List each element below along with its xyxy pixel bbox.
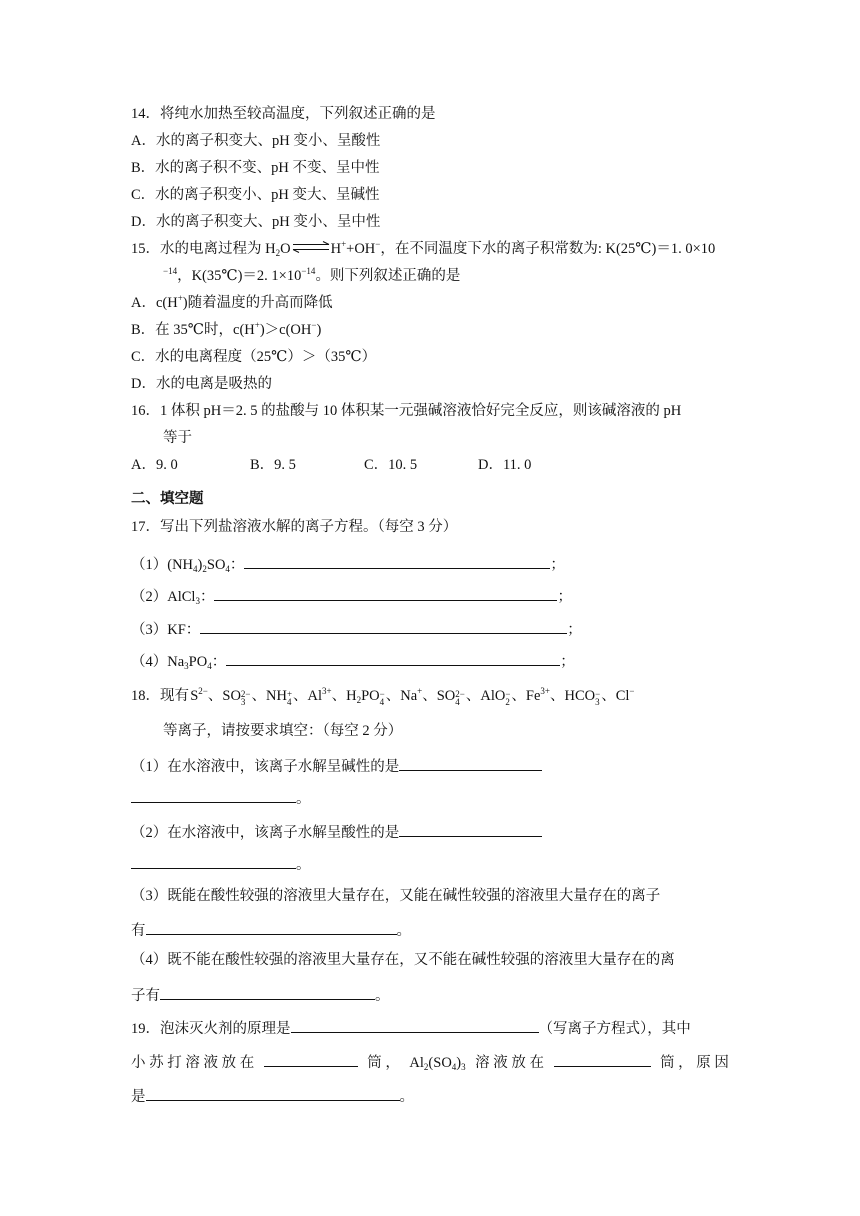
- ion-s: S: [190, 688, 199, 704]
- q18-stem-line1: 18．现有 $S^{2-}$、SO2− 3 、NH+ 4 、$Al^{3+}$、$H_2PO-$ 4 、Na+、SO2− 4 、AlO− 2 、$Fe^{3+}$、HCO− 3 、Cl−: [131, 686, 635, 707]
- answer-blank[interactable]: [244, 552, 550, 569]
- q15-stem-line2: $^{-14}$，K(35℃)＝2. $1\times 10^{-14}$。则下列叙述正确的是: [163, 266, 461, 284]
- q15-option-c: C．水的电离程度（25℃）＞（35℃）: [131, 349, 377, 365]
- q16-option-b: B．9. 5: [250, 457, 296, 473]
- q19-line2: 小 苏 打 溶 液 放 在 筒 ， $Al_2(SO_4)_3$ 溶 液 放 在 筒 ， 原 因: [131, 1050, 729, 1073]
- q15-option-b: B．在 35℃时，c(H+)＞c(OH−): [131, 320, 322, 338]
- q15-option-a: A．c(H+)随着温度的升高而降低: [131, 293, 333, 311]
- answer-blank[interactable]: [146, 918, 397, 935]
- q18-part-4-line2: 子有 。: [131, 983, 390, 1006]
- q18-part-1: （1）在水溶液中，该离子水解呈碱性的是: [131, 754, 542, 777]
- q14-option-c: C．水的离子积变小、pH 变大、呈碱性: [131, 187, 380, 203]
- answer-blank[interactable]: [264, 1050, 358, 1067]
- q16-options: [131, 455, 531, 475]
- answer-blank[interactable]: [131, 852, 296, 869]
- q16-option-a: A．9. 0: [131, 457, 178, 473]
- answer-blank[interactable]: [554, 1050, 651, 1067]
- equilibrium-arrow-icon: [292, 239, 330, 251]
- q18-part-3-line2: 有 。: [131, 918, 411, 941]
- q15-option-d: D．水的电离是吸热的: [131, 376, 272, 392]
- section-heading: 二、填空题: [131, 491, 204, 507]
- q17-stem: 17．写出下列盐溶液水解的离子方程。（每空 3 分）: [131, 519, 458, 535]
- q17-item-3: （3）KF： ；: [131, 617, 582, 640]
- q14-option-d: D．水的离子积变大、pH 变小、呈中性: [131, 214, 381, 230]
- answer-blank[interactable]: [131, 786, 296, 803]
- answer-blank[interactable]: [291, 1016, 539, 1033]
- q18-part-4-line1: （4）既不能在酸性较强的溶液里大量存在，又不能在碱性较强的溶液里大量存在的离: [131, 952, 675, 968]
- q17-item-4: $(4)Na_3PO_4$： ；: [131, 649, 575, 672]
- q16-option-c: C．10. 5: [364, 457, 418, 473]
- answer-blank[interactable]: [146, 1084, 400, 1101]
- q16-stem-line1: 16．1 体积 pH＝2. 5 的盐酸与 10 体积某一元强碱溶液恰好完全反应，则该碱溶液的 pH: [131, 403, 682, 419]
- q18-part-2: （2）在水溶液中，该离子水解呈酸性的是: [131, 820, 542, 843]
- q19-line1: 19．泡沫灭火剂的原理是 （写离子方程式），其中: [131, 1016, 691, 1039]
- answer-blank[interactable]: [160, 983, 375, 1000]
- q18-stem-line2: 等离子，请按要求填空：（每空 2 分）: [163, 723, 403, 739]
- q18-part-2-cont: 。: [131, 852, 311, 875]
- answer-blank[interactable]: [399, 820, 542, 837]
- q16-stem-line2: 等于: [163, 430, 192, 446]
- q17-item-2: （2）AlCl$_3$： ；: [131, 584, 572, 607]
- answer-blank[interactable]: [226, 649, 560, 666]
- q18-part-3-line1: （3）既能在酸性较强的溶液里大量存在，又能在碱性较强的溶液里大量存在的离子: [131, 888, 661, 904]
- q14-option-a: A．水的离子积变大、pH 变小、呈酸性: [131, 133, 381, 149]
- q16-option-d: D．11. 0: [478, 457, 532, 473]
- q14-option-b: B．水的离子积不变、pH 不变、呈中性: [131, 160, 380, 176]
- q18-part-1-cont: 。: [131, 786, 311, 809]
- q17-item-1: $(1)(NH_4)_2SO_4$： ；: [131, 552, 565, 575]
- q15-stem-line1: 15．水的电离过程为 $H_2O$ H++OH−，在不同温度下水的离子积常数为: K(25℃)＝1. 0×10: [131, 239, 716, 258]
- q19-line3: 是 。: [131, 1084, 414, 1107]
- answer-blank[interactable]: [200, 617, 567, 634]
- answer-blank[interactable]: [214, 584, 557, 601]
- q14-stem: 14．将纯水加热至较高温度，下列叙述正确的是: [131, 106, 436, 122]
- answer-blank[interactable]: [399, 754, 542, 771]
